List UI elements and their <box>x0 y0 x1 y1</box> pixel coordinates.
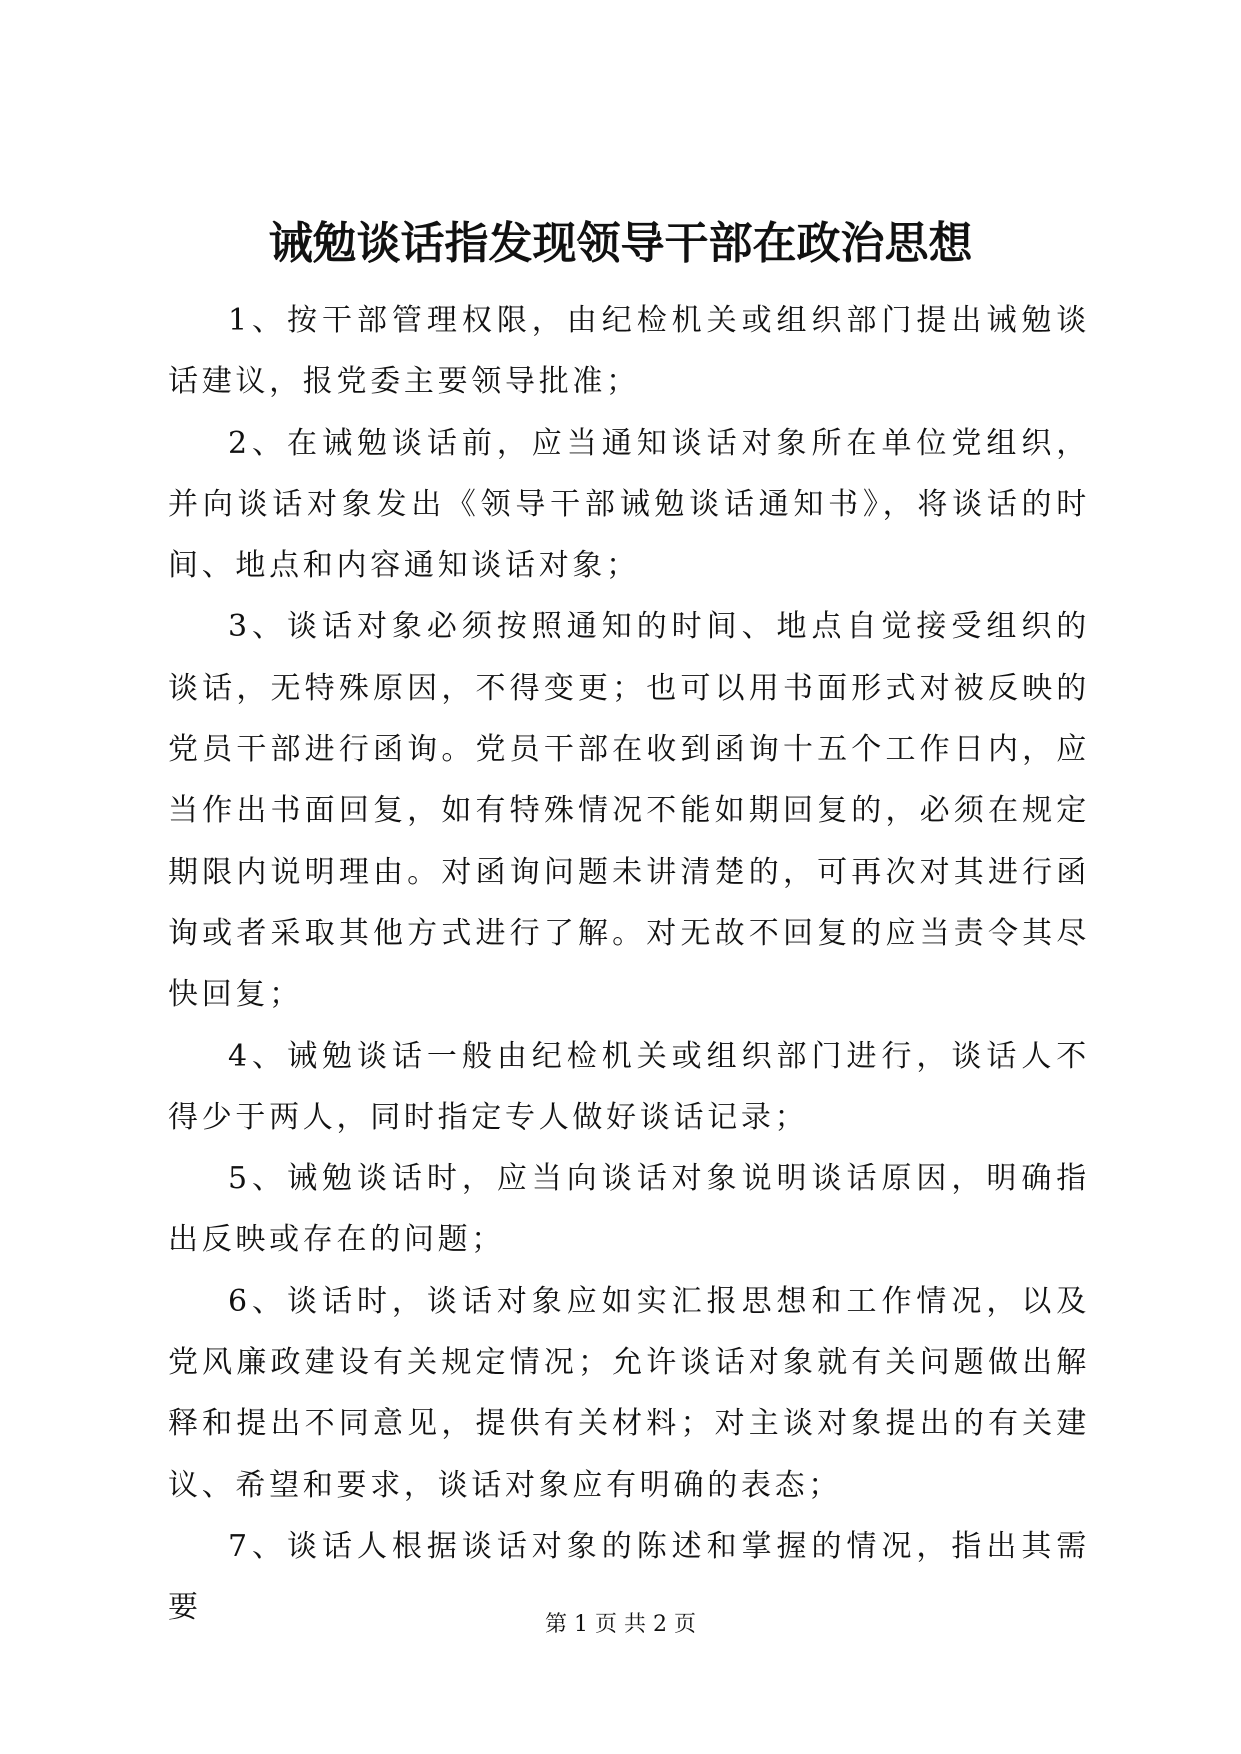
paragraph-4: 4、诫勉谈话一般由纪检机关或组织部门进行，谈话人不得少于两人，同时指定专人做好谈话记录； <box>168 1038 1090 1135</box>
document-body <box>168 290 1090 1639</box>
paragraph-7: 7、谈话人根据谈话对象的陈述和掌握的情况，指出其需要 <box>168 1528 1090 1626</box>
paragraph-3: 3、谈话对象必须按照通知的时间、地点自觉接受组织的谈话，无特殊原因，不得变更；也可以用书面形式对被反映的党员干部进行函询。党员干部在收到函询十五个工作日内，应当作出书面回复，如有特殊情况不能如期回复的，必须在规定期限内说明理由。对函询问题未讲清楚的，可再次对其进行函询或者采取其他方式进行了解。对无故不回复的应当责令其尽快回复； <box>168 609 1090 1013</box>
paragraph-6: 6、谈话时，谈话对象应如实汇报思想和工作情况，以及党风廉政建设有关规定情况；允许谈话对象就有关问题做出解释和提出不同意见，提供有关材料；对主谈对象提出的有关建议、希望和要求，谈话对象应有明确的表态； <box>168 1283 1090 1503</box>
page-number-footer: 第 1 页 共 2 页 <box>545 1612 696 1637</box>
paragraph-5: 5、诫勉谈话时，应当向谈话对象说明谈话原因，明确指出反映或存在的问题； <box>168 1161 1090 1258</box>
page-title: 诫勉谈话指发现领导干部在政治思想 <box>268 218 973 269</box>
paragraph-1: 1、按干部管理权限，由纪检机关或组织部门提出诫勉谈话建议，报党委主要领导批准； <box>168 303 1090 400</box>
paragraph-2: 2、在诫勉谈话前，应当通知谈话对象所在单位党组织，并向谈话对象发出《领导干部诫勉谈话通知书》，将谈话的时间、地点和内容通知谈话对象； <box>168 425 1090 584</box>
